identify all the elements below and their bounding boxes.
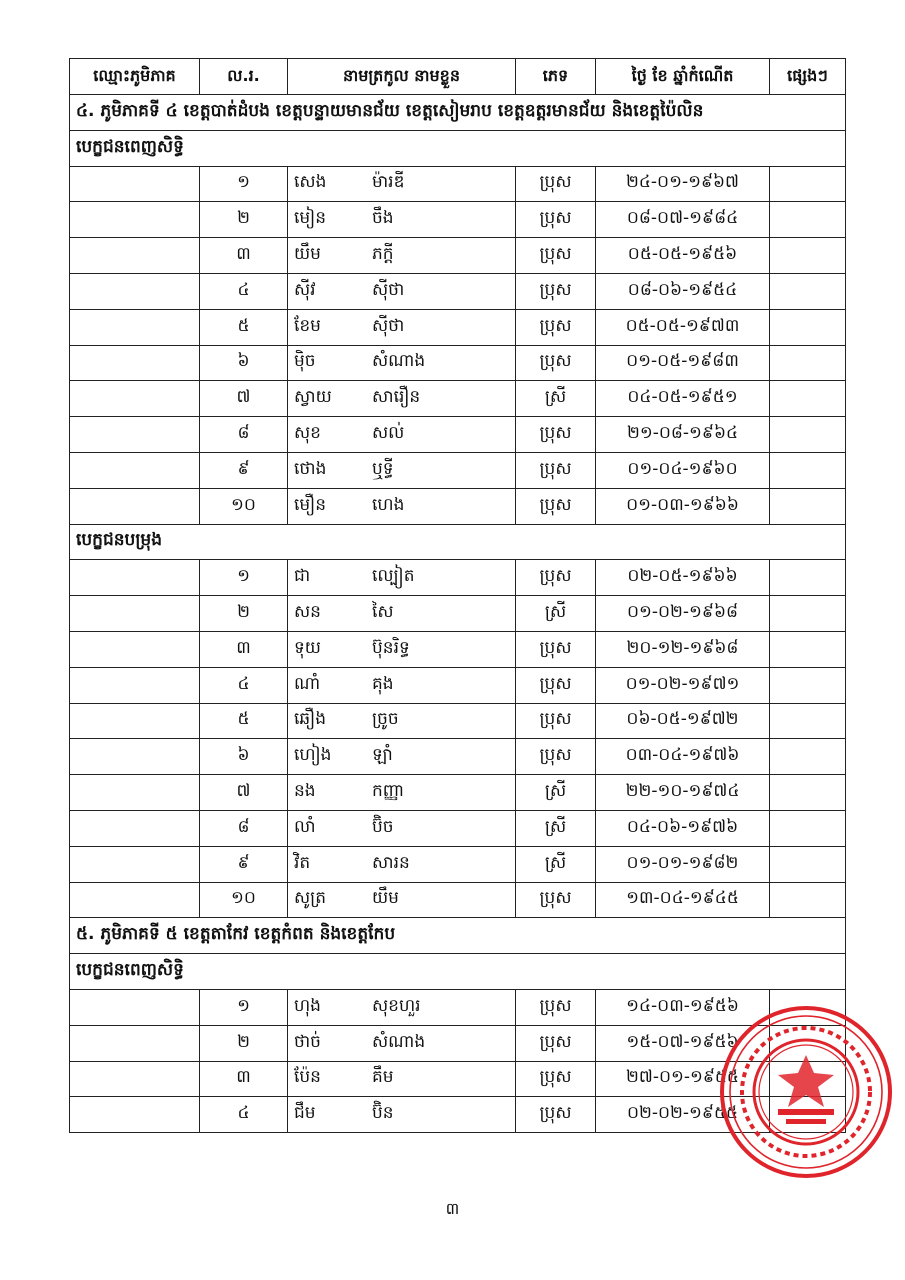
region-cell <box>70 846 200 882</box>
name-cell <box>288 810 516 846</box>
gender-cell: ប្រុស <box>516 488 596 524</box>
last-name: ម៉ិច <box>294 351 316 372</box>
row-number: ២ <box>200 596 288 632</box>
row-number: ១០ <box>200 882 288 918</box>
first-name: សារន <box>372 852 410 873</box>
dob-cell: ២១-០៨-១៩៦៤ <box>596 417 770 453</box>
dob-cell: ០១-០២-១៩៦៨ <box>596 596 770 632</box>
first-name: ឡាំ <box>372 745 393 766</box>
other-cell <box>770 596 846 632</box>
region-cell <box>70 1025 200 1061</box>
name-cell <box>288 667 516 703</box>
dob-cell: ០៨-០៧-១៩៨៤ <box>596 202 770 238</box>
dob-cell: ០១-០១-១៩៨២ <box>596 846 770 882</box>
name-cell <box>288 309 516 345</box>
table-row <box>70 775 846 811</box>
table-row <box>70 560 846 596</box>
section-row <box>70 95 846 131</box>
gender-cell: ប្រុស <box>516 1025 596 1061</box>
region-cell <box>70 703 200 739</box>
region-cell <box>70 417 200 453</box>
first-name: សៃ <box>372 602 394 623</box>
table-row <box>70 452 846 488</box>
name-cell <box>288 488 516 524</box>
other-cell <box>770 381 846 417</box>
table-row <box>70 631 846 667</box>
first-name: សុខហួរ <box>372 995 421 1016</box>
other-cell <box>770 273 846 309</box>
dob-cell: ២៤-០១-១៩៦៧ <box>596 166 770 202</box>
gender-cell: ស្រី <box>516 775 596 811</box>
row-number: ៨ <box>200 417 288 453</box>
candidate-table <box>69 58 846 1133</box>
table-row <box>70 345 846 381</box>
last-name: ថាច់ <box>294 1031 321 1052</box>
header-dob: ថ្ងៃ ខែ ឆ្នាំកំណើត <box>596 59 770 95</box>
name-cell <box>288 596 516 632</box>
dob-cell: ០៥-០៥-១៩៧៣ <box>596 309 770 345</box>
name-cell <box>288 381 516 417</box>
last-name: សុខ <box>294 423 321 444</box>
dob-cell: ០៥-០៥-១៩៥៦ <box>596 238 770 274</box>
section-title: ៥. ភូមិភាគទី ៥ ខេត្តតាកែវ ខេត្តកំពត និងខេត្តកែប <box>70 918 846 954</box>
dob-cell: ០២-០៥-១៩៦៦ <box>596 560 770 596</box>
gender-cell: ប្រុស <box>516 452 596 488</box>
section-row <box>70 918 846 954</box>
table-row <box>70 202 846 238</box>
dob-cell: ០៨-០៦-១៩៥៤ <box>596 273 770 309</box>
row-number: ៤ <box>200 667 288 703</box>
header-row <box>70 59 846 95</box>
dob-cell: ១៣-០៤-១៩៤៥ <box>596 882 770 918</box>
first-name: ភក្តី <box>372 244 394 265</box>
name-cell <box>288 452 516 488</box>
region-cell <box>70 775 200 811</box>
last-name: ថោង <box>294 458 327 479</box>
region-cell <box>70 345 200 381</box>
dob-cell: ០៦-០៥-១៩៧២ <box>596 703 770 739</box>
header-gender: ភេទ <box>516 59 596 95</box>
first-name: គុង <box>372 673 394 694</box>
region-cell <box>70 309 200 345</box>
region-cell <box>70 1061 200 1097</box>
last-name: សន <box>294 602 321 623</box>
gender-cell: ស្រី <box>516 846 596 882</box>
other-cell <box>770 631 846 667</box>
group-label: បេក្ខជនបម្រុង <box>70 524 846 560</box>
table-row <box>70 846 846 882</box>
other-cell <box>770 202 846 238</box>
table-row <box>70 596 846 632</box>
region-cell <box>70 631 200 667</box>
name-cell <box>288 775 516 811</box>
row-number: ៦ <box>200 345 288 381</box>
dob-cell: ១៤-០៣-១៩៥៦ <box>596 989 770 1025</box>
other-cell <box>770 846 846 882</box>
last-name: ទុយ <box>294 637 321 658</box>
region-cell <box>70 810 200 846</box>
gender-cell: ប្រុស <box>516 882 596 918</box>
last-name: ជឹម <box>294 1103 316 1124</box>
dob-cell: ១៥-០៧-១៩៥៦ <box>596 1025 770 1061</box>
gender-cell: ស្រី <box>516 381 596 417</box>
region-cell <box>70 667 200 703</box>
gender-cell: ប្រុស <box>516 417 596 453</box>
other-cell <box>770 810 846 846</box>
other-cell <box>770 739 846 775</box>
name-cell <box>288 166 516 202</box>
region-cell <box>70 596 200 632</box>
gender-cell: ប្រុស <box>516 1097 596 1133</box>
name-cell <box>288 703 516 739</box>
region-cell <box>70 1097 200 1133</box>
row-number: ២ <box>200 1025 288 1061</box>
first-name: ច្រូច <box>372 709 399 730</box>
gender-cell: ប្រុស <box>516 739 596 775</box>
last-name: ជា <box>294 566 311 587</box>
other-cell <box>770 166 846 202</box>
row-number: ៦ <box>200 739 288 775</box>
gender-cell: ស្រី <box>516 596 596 632</box>
first-name: សំណាង <box>372 1031 426 1052</box>
last-name: លាំ <box>294 816 316 837</box>
first-name: ចឹង <box>372 208 394 229</box>
group-label: បេក្ខជនពេញសិទ្ធិ <box>70 130 846 166</box>
first-name: គឹម <box>372 1067 394 1088</box>
row-number: ២ <box>200 202 288 238</box>
other-cell <box>770 238 846 274</box>
last-name: ហៀង <box>294 745 332 766</box>
gender-cell: ប្រុស <box>516 1061 596 1097</box>
first-name: ល្បៀត <box>372 566 415 587</box>
page-number: ៣ <box>445 1199 460 1218</box>
last-name: ខែម <box>294 315 321 336</box>
row-number: ៥ <box>200 309 288 345</box>
last-name: នង <box>294 781 316 802</box>
region-cell <box>70 452 200 488</box>
first-name: ហេង <box>372 494 405 515</box>
group-row <box>70 130 846 166</box>
row-number: ៨ <box>200 810 288 846</box>
table-body <box>70 95 846 1133</box>
name-cell <box>288 417 516 453</box>
name-cell <box>288 345 516 381</box>
first-name: ប៊ិន <box>372 1103 394 1124</box>
first-name: ស៊ីថា <box>372 315 405 336</box>
gender-cell: ប្រុស <box>516 631 596 667</box>
region-cell <box>70 739 200 775</box>
table-row <box>70 703 846 739</box>
first-name: ម៉ារឌី <box>372 172 405 193</box>
gender-cell: ប្រុស <box>516 166 596 202</box>
header-other: ផ្សេងៗ <box>770 59 846 95</box>
gender-cell: ស្រី <box>516 810 596 846</box>
dob-cell: ២២-១០-១៩៧៤ <box>596 775 770 811</box>
last-name: ស្វាយ <box>294 387 332 408</box>
dob-cell: ២៧-០១-១៩៥៥ <box>596 1061 770 1097</box>
row-number: ១ <box>200 989 288 1025</box>
gender-cell: ប្រុស <box>516 345 596 381</box>
last-name: មៀន <box>294 208 327 229</box>
name-cell <box>288 739 516 775</box>
name-cell <box>288 846 516 882</box>
row-number: ៧ <box>200 775 288 811</box>
last-name: យឹម <box>294 244 321 265</box>
row-number: ៩ <box>200 452 288 488</box>
name-cell <box>288 560 516 596</box>
header-region: ឈ្មោះភូមិភាគ <box>70 59 200 95</box>
row-number: ១ <box>200 166 288 202</box>
gender-cell: ប្រុស <box>516 238 596 274</box>
other-cell <box>770 667 846 703</box>
other-cell <box>770 882 846 918</box>
official-seal <box>718 1003 894 1181</box>
gender-cell: ប្រុស <box>516 273 596 309</box>
dob-cell: ០១-០២-១៩៧១ <box>596 667 770 703</box>
row-number: ៣ <box>200 1061 288 1097</box>
first-name: សំណាង <box>372 351 426 372</box>
name-cell <box>288 989 516 1025</box>
dob-cell: ០៤-០៥-១៩៥១ <box>596 381 770 417</box>
dob-cell: ០២-០២-១៩៥៥ <box>596 1097 770 1133</box>
group-row <box>70 954 846 990</box>
row-number: ៣ <box>200 238 288 274</box>
table-row <box>70 417 846 453</box>
name-cell <box>288 631 516 667</box>
header-name: នាមត្រកូល នាមខ្លួន <box>288 59 516 95</box>
dob-cell: ០១-០៣-១៩៦៦ <box>596 488 770 524</box>
table-row <box>70 488 846 524</box>
gender-cell: ប្រុស <box>516 560 596 596</box>
gender-cell: ប្រុស <box>516 309 596 345</box>
other-cell <box>770 417 846 453</box>
table-row <box>70 667 846 703</box>
last-name: ហុង <box>294 995 321 1016</box>
group-row <box>70 524 846 560</box>
other-cell <box>770 488 846 524</box>
row-number: ៤ <box>200 1097 288 1133</box>
region-cell <box>70 882 200 918</box>
name-cell <box>288 202 516 238</box>
dob-cell: ០១-០៤-១៩៦០ <box>596 452 770 488</box>
section-title: ៤. ភូមិភាគទី ៤ ខេត្តបាត់ដំបង ខេត្តបន្ទាយមានជ័យ ខេត្តសៀមរាប ខេត្តឧត្តរមានជ័យ និងខេត្តប៉ៃលិន <box>70 95 846 131</box>
last-name: សូត្រ <box>294 888 327 909</box>
first-name: ប៊ិច <box>372 816 394 837</box>
last-name: វិត <box>294 852 311 873</box>
row-number: ៥ <box>200 703 288 739</box>
first-name: សល់ <box>372 423 405 444</box>
dob-cell: ២០-១២-១៩៦៨ <box>596 631 770 667</box>
last-name: ប៉ែន <box>294 1067 321 1088</box>
name-cell <box>288 882 516 918</box>
table-row <box>70 238 846 274</box>
region-cell <box>70 488 200 524</box>
name-cell <box>288 1025 516 1061</box>
row-number: ៣ <box>200 631 288 667</box>
last-name: ស៊ីវ <box>294 279 316 300</box>
other-cell <box>770 560 846 596</box>
table-row <box>70 309 846 345</box>
gender-cell: ប្រុស <box>516 703 596 739</box>
dob-cell: ០១-០៥-១៩៨៣ <box>596 345 770 381</box>
other-cell <box>770 775 846 811</box>
table-row <box>70 273 846 309</box>
region-cell <box>70 202 200 238</box>
other-cell <box>770 452 846 488</box>
last-name: មឿន <box>294 494 327 515</box>
first-name: សារឿន <box>372 387 421 408</box>
region-cell <box>70 381 200 417</box>
first-name: កញ្ញា <box>372 781 405 802</box>
row-number: ១ <box>200 560 288 596</box>
table-row <box>70 739 846 775</box>
region-cell <box>70 238 200 274</box>
row-number: ១០ <box>200 488 288 524</box>
first-name: ស៊ីថា <box>372 279 405 300</box>
name-cell <box>288 1097 516 1133</box>
first-name: ឬទ្ធី <box>372 458 394 479</box>
last-name: សេង <box>294 172 327 193</box>
table-row <box>70 381 846 417</box>
table-row <box>70 810 846 846</box>
group-label: បេក្ខជនពេញសិទ្ធិ <box>70 954 846 990</box>
dob-cell: ០៤-០៦-១៩៧៦ <box>596 810 770 846</box>
name-cell <box>288 238 516 274</box>
region-cell <box>70 273 200 309</box>
row-number: ៩ <box>200 846 288 882</box>
gender-cell: ប្រុស <box>516 989 596 1025</box>
name-cell <box>288 273 516 309</box>
region-cell <box>70 166 200 202</box>
gender-cell: ប្រុស <box>516 667 596 703</box>
other-cell <box>770 309 846 345</box>
table-row <box>70 882 846 918</box>
name-cell <box>288 1061 516 1097</box>
row-number: ៤ <box>200 273 288 309</box>
table-row <box>70 166 846 202</box>
first-name: ប៊ុនរិទ្ធ <box>372 637 410 658</box>
row-number: ៧ <box>200 381 288 417</box>
region-cell <box>70 989 200 1025</box>
last-name: ណាំ <box>294 673 321 694</box>
other-cell <box>770 703 846 739</box>
other-cell <box>770 345 846 381</box>
gender-cell: ប្រុស <box>516 202 596 238</box>
dob-cell: ០៣-០៤-១៩៧៦ <box>596 739 770 775</box>
region-cell <box>70 560 200 596</box>
first-name: យឹម <box>372 888 399 909</box>
last-name: ឆឿង <box>294 709 327 730</box>
header-number: ល.រ. <box>200 59 288 95</box>
